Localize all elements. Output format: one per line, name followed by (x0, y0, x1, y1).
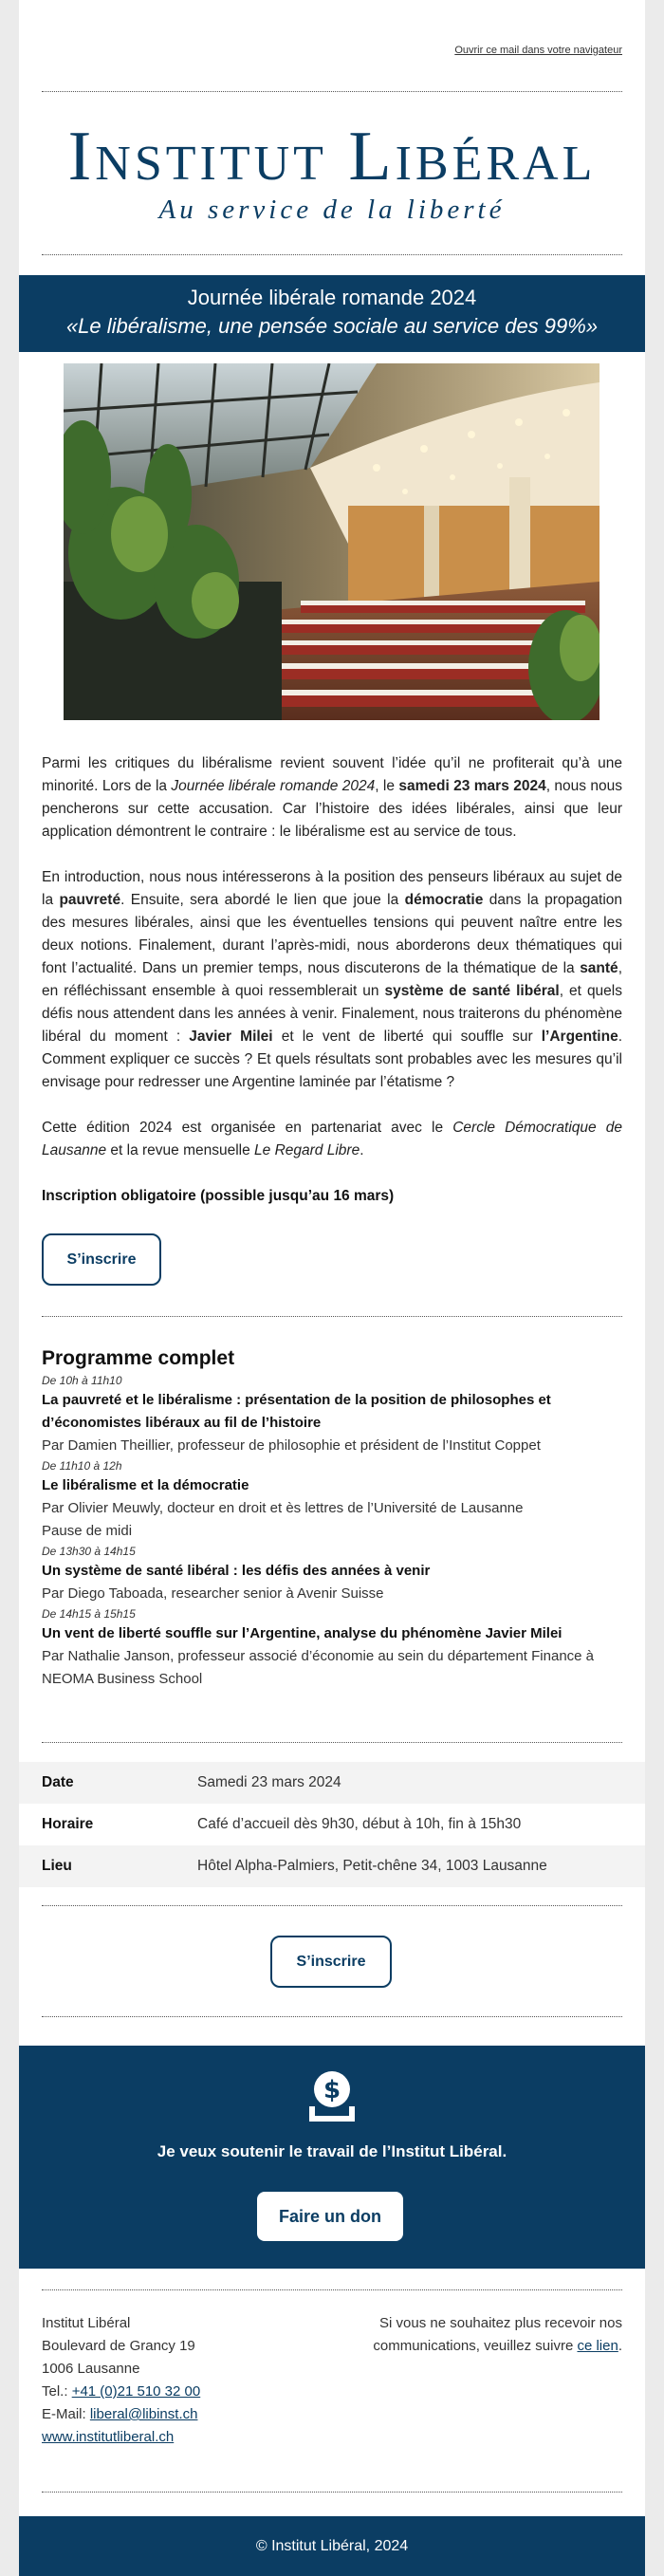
programme-talk-title: La pauvreté et le libéralisme : présentation de la position de philosophes et d’économistes libéraux au fil de l’histoire (42, 1392, 551, 1431)
hero-image (64, 363, 599, 720)
programme-item (42, 1520, 622, 1543)
intro-text (42, 752, 622, 1231)
programme-talk-title: Un système de santé libéral : les défis des années à venir (42, 1563, 431, 1579)
programme-item (42, 1457, 622, 1520)
divider (42, 254, 622, 255)
event-banner (19, 275, 645, 352)
conference-room-photo (64, 363, 599, 720)
unsubscribe-note: Si vous ne souhaitez plus recevoir nos communications, veuillez suivre ce lien. (373, 2315, 622, 2354)
register-button[interactable]: S’inscrire (42, 1233, 161, 1286)
info-value: Café d’accueil dès 9h30, début à 10h, fin à 15h30 (197, 1816, 522, 1832)
phone-link[interactable]: +41 (0)21 510 32 00 (71, 2383, 201, 2400)
logo-tagline: Au service de la liberté (158, 195, 506, 225)
unsubscribe-link[interactable]: ce lien (577, 2338, 618, 2354)
footer-city: 1006 Lausanne (42, 2361, 140, 2377)
programme-speaker: Par Olivier Meuwly, docteur en droit et ès lettres de l’Université de Lausanne (42, 1500, 524, 1516)
programme-talk-title: Un vent de liberté souffle sur l’Argentine, analyse du phénomène Javier Milei (42, 1625, 563, 1641)
footer-phone: Tel.: +41 (0)21 510 32 00 (42, 2383, 201, 2400)
footer-email: E-Mail: liberal@libinst.ch (42, 2406, 198, 2422)
intro-paragraph-1: Parmi les critiques du libéralisme revient souvent l’idée qu’il ne profiterait qu’à une minorité. Lors de la Journée libérale romande 2024, le samedi 23 mars 2024, nous nous pencherons sur cette accusation. Car l’histoire des idées libérales, ainsi que leur application démontrent le contraire : le libéralisme est au service de tous. (42, 755, 622, 840)
support-text: Je veux soutenir le travail de l’Institut Libéral. (157, 2142, 507, 2160)
programme-item (42, 1372, 622, 1457)
footer-street: Boulevard de Grancy 19 (42, 2338, 195, 2354)
info-row-schedule (19, 1804, 645, 1845)
info-value: Hôtel Alpha-Palmiers, Petit-chêne 34, 1003 Lausanne (197, 1858, 547, 1874)
programme-item (42, 1605, 622, 1691)
donate-button[interactable]: Faire un don (257, 2192, 403, 2241)
copyright-bar: © Institut Libéral, 2024 (19, 2516, 645, 2576)
info-row-location (19, 1845, 645, 1887)
registration-note: Inscription obligatoire (possible jusqu’au 16 mars) (42, 1188, 395, 1204)
programme-time: De 13h30 à 14h15 (42, 1545, 136, 1558)
programme-speaker: Par Nathalie Janson, professeur associé d’économie au sein du département Finance à NEOMA Business School (42, 1648, 595, 1687)
email-link[interactable]: liberal@libinst.ch (89, 2406, 198, 2422)
intro-paragraph-2: En introduction, nous nous intéresserons à la position des penseurs libéraux au sujet de la pauvreté. Ensuite, sera abordé le lien que joue la démocratie dans la propagation des mesures libérales, ainsi que les éventuelles tensions qui peuvent naître entre les deux notions. Finalement, durant l’après-midi, nous aborderons deux thématiques qui font l’actualité. Dans un premier temps, nous discuterons de la thématique de la santé, en réfléchissant ensemble à quoi ressemblerait un système de santé libéral, et quels défis nous attendent dans les années à venir. Finalement, nous traiterons du phénomène libéral du moment : Javier Milei et le vent de liberté qui souffle sur l’Argentine. Comment expliquer ce succès ? Et quels résultats sont probables avec les mesures qu’il envisage pour redresser une Argentine laminée par l’étatisme ? (42, 869, 623, 1090)
programme-break: Pause de midi (42, 1523, 133, 1539)
divider (42, 2016, 622, 2017)
svg-text:$: $ (323, 2076, 341, 2104)
programme-speaker: Par Damien Theillier, professeur de philosophie et président de l’Institut Coppet (42, 1437, 541, 1454)
banner-subtitle: «Le libéralisme, une pensée sociale au service des 99%» (65, 314, 599, 338)
footer-org: Institut Libéral (42, 2315, 131, 2331)
divider (42, 1742, 622, 1743)
programme-time: De 14h15 à 15h15 (42, 1607, 136, 1621)
open-in-browser-link[interactable]: Ouvrir ce mail dans votre navigateur (454, 45, 622, 56)
banner-title: Journée libérale romande 2024 (187, 286, 477, 309)
info-label: Lieu (42, 1858, 72, 1874)
programme-item (42, 1543, 622, 1605)
register-button-bottom[interactable]: S’inscrire (270, 1936, 392, 1988)
divider (42, 2492, 622, 2493)
info-row-date (19, 1762, 645, 1804)
footer-address (42, 2312, 345, 2449)
info-value: Samedi 23 mars 2024 (197, 1774, 341, 1790)
divider (42, 2289, 622, 2290)
email-container (19, 0, 645, 2576)
divider (42, 1905, 622, 1906)
intro-paragraph-3: Cette édition 2024 est organisée en partenariat avec le Cercle Démocratique de Lausanne et la revue mensuelle Le Regard Libre. (42, 1120, 622, 1158)
programme-title: Programme complet (42, 1347, 235, 1369)
programme-time: De 10h à 11h10 (42, 1374, 122, 1387)
info-label: Horaire (42, 1816, 94, 1832)
website-link[interactable]: www.institutliberal.ch (42, 2429, 175, 2445)
programme-time: De 11h10 à 12h (42, 1459, 122, 1473)
donation-icon (306, 2068, 358, 2123)
support-section (19, 2046, 645, 2269)
info-label: Date (42, 1774, 74, 1790)
programme-speaker: Par Diego Taboada, researcher senior à Avenir Suisse (42, 1585, 384, 1602)
event-info-table (19, 1762, 645, 1887)
divider (42, 1316, 622, 1317)
logo-title: Institut Libéral (67, 118, 597, 195)
programme-talk-title: Le libéralisme et la démocratie (42, 1477, 249, 1493)
programme-section (42, 1347, 622, 1691)
divider (42, 91, 622, 92)
